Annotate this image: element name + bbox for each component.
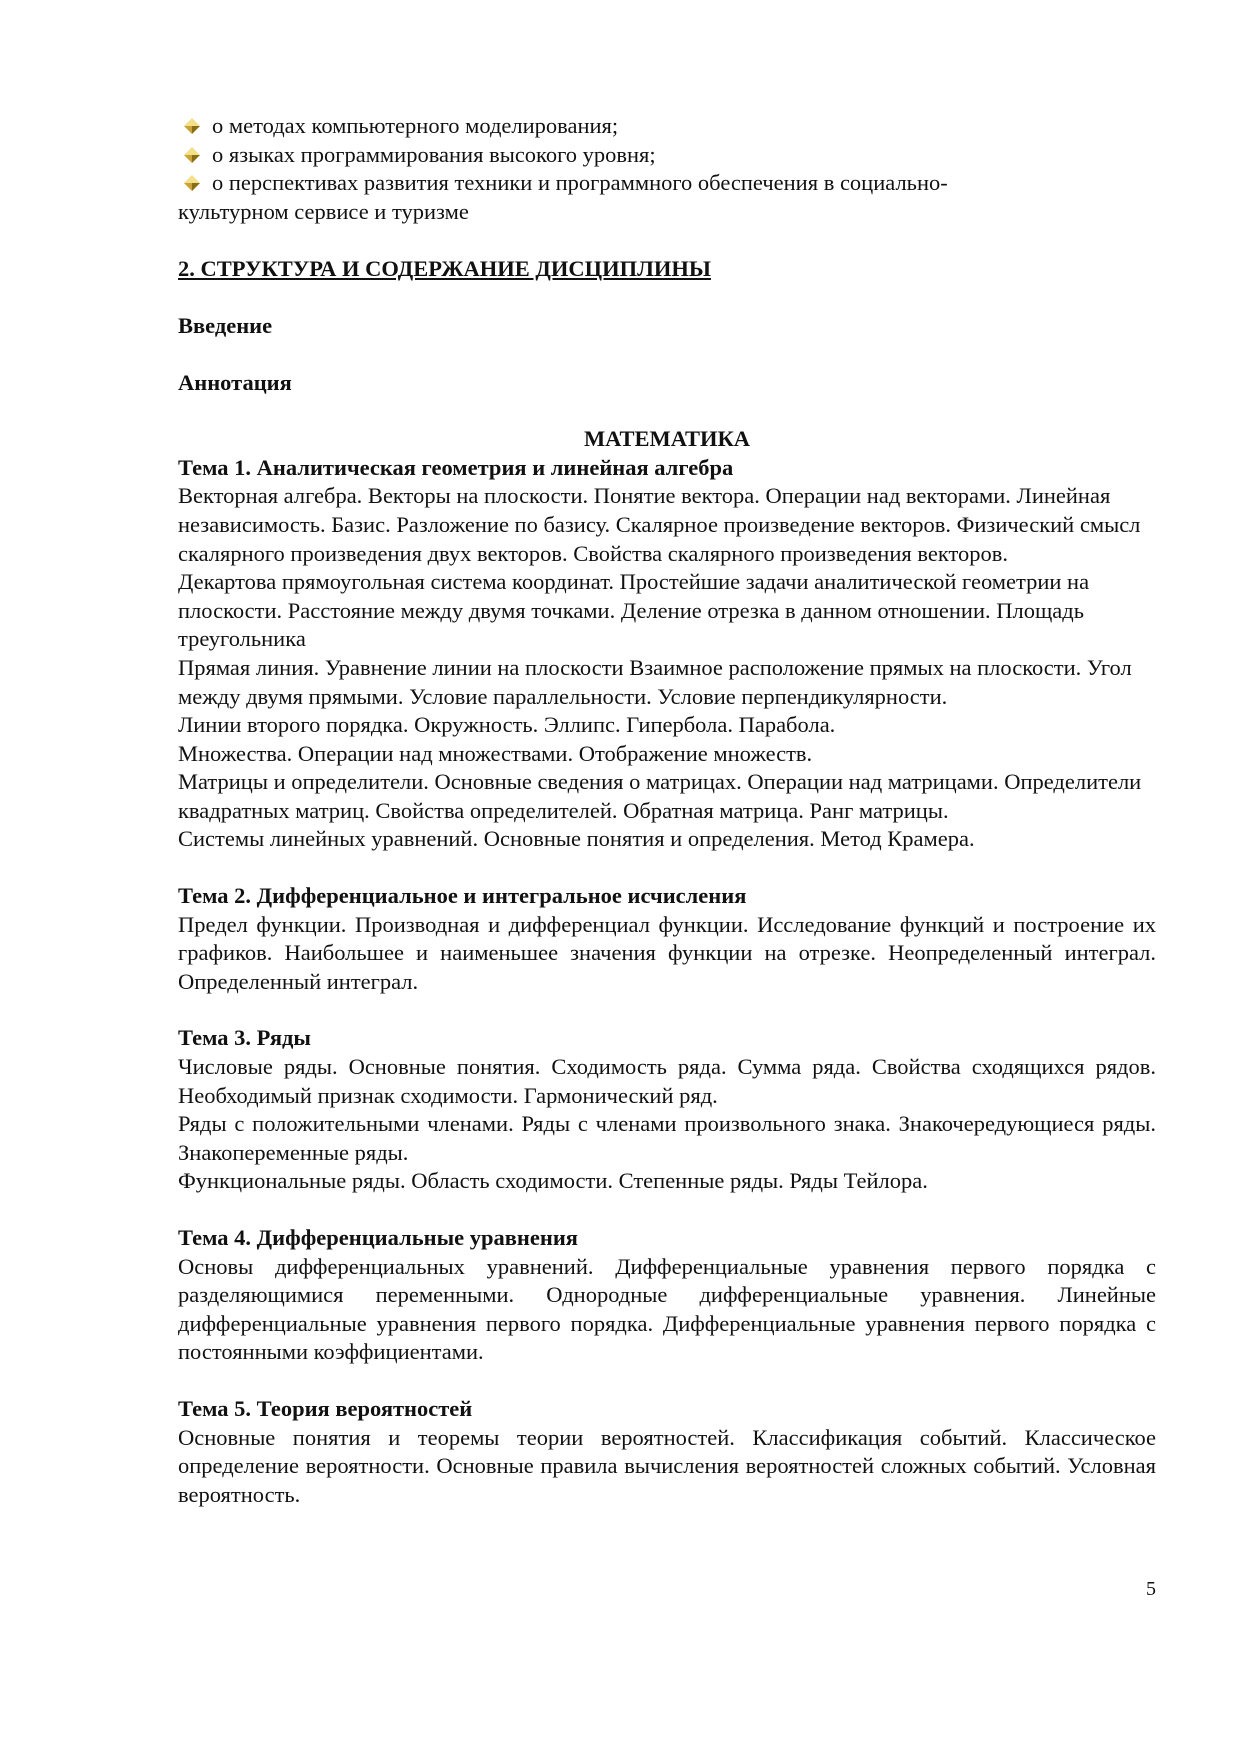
topic-title: Тема 3. Ряды <box>178 1025 311 1051</box>
diamond-bullet-icon <box>178 169 212 197</box>
page-content <box>178 112 1156 1509</box>
list-item <box>178 169 1156 198</box>
list-item <box>178 141 1156 170</box>
topic-paragraph: Функциональные ряды. Область сходимости. Степенные ряды. Ряды Тейлора. <box>178 1168 928 1194</box>
topic-paragraph: Матрицы и определители. Основные сведения о матрицах. Операции над матрицами. Определители квадратных матриц. Свойства определителей. Обратная матрица. Ранг матрицы. <box>178 769 1142 823</box>
topic-paragraph: Основные понятия и теоремы теории вероятностей. Классификация событий. Классическое определение вероятности. Основные правила вычисления вероятностей сложных событий. Условная вероятность. <box>178 1424 1156 1507</box>
topic-paragraph: Числовые ряды. Основные понятия. Сходимость ряда. Сумма ряда. Свойства сходящихся рядов. Необходимый признак сходимости. Гармонический ряд. <box>178 1054 1156 1108</box>
topic-title: Тема 4. Дифференциальные уравнения <box>178 1225 578 1250</box>
list-item-continuation: культурном сервисе и туризме <box>178 198 469 224</box>
topic-paragraph: Системы линейных уравнений. Основные понятия и определения. Метод Крамера. <box>178 826 975 852</box>
list-item-text: о методах компьютерного моделирования; <box>212 113 619 138</box>
page-number: 5 <box>1146 1578 1156 1600</box>
topic-paragraph: Векторная алгебра. Векторы на плоскости. Понятие вектора. Операции над векторами. Линейная независимость. Базис. Разложение по базису. Скалярное произведение векторов. Физический смысл скалярного произведения двух векторов. Свойства скалярного произведения векторов. <box>178 483 1141 566</box>
topic-title: Тема 2. Дифференциальное и интегральное исчисления <box>178 883 747 909</box>
topic-paragraph: Прямая линия. Уравнение линии на плоскости Взаимное расположение прямых на плоскости. Угол между двумя прямыми. Условие параллельности. Условие перпендикулярности. <box>178 654 1132 709</box>
intro-heading: Введение <box>178 312 273 338</box>
list-item-text: о языках программирования высокого уровня; <box>212 141 656 167</box>
annotation-heading: Аннотация <box>178 369 292 395</box>
topic-title: Тема 5. Теория вероятностей <box>178 1395 473 1421</box>
list-item <box>178 112 1156 141</box>
topic-paragraph: Основы дифференциальных уравнений. Дифференциальные уравнения первого порядка с разделяющимися переменными. Однородные дифференциальные уравнения. Линейные дифференциальные уравнения первого порядка. Дифференциальные уравнения первого порядка с постоянными коэффициентами. <box>178 1253 1156 1365</box>
diamond-bullet-icon <box>178 141 212 169</box>
subject-heading: МАТЕМАТИКА <box>583 426 751 452</box>
topic-paragraph: Декартова прямоугольная система координат. Простейшие задачи аналитической геометрии на плоскости. Расстояние между двумя точками. Деление отрезка в данном отношении. Площадь треугольника <box>178 569 1090 652</box>
topic-title: Тема 1. Аналитическая геометрия и линейная алгебра <box>178 454 734 480</box>
topic-paragraph: Множества. Операции над множествами. Отображение множеств. <box>178 740 813 766</box>
topic-paragraph: Ряды с положительными членами. Ряды с членами произвольного знака. Знакочередующиеся ряды. Знакопеременные ряды. <box>178 1111 1156 1165</box>
list-item-text: о перспективах развития техники и программного обеспечения в социально- <box>212 170 948 196</box>
diamond-bullet-icon <box>178 112 212 140</box>
topic-paragraph: Предел функции. Производная и дифференциал функции. Исследование функций и построение их графиков. Наибольшее и наименьшее значения функции на отрезке. Неопределенный интеграл. Определенный интеграл. <box>178 911 1156 994</box>
section-title: 2. СТРУКТУРА И СОДЕРЖАНИЕ ДИСЦИПЛИНЫ <box>178 256 711 282</box>
topic-paragraph: Линии второго порядка. Окружность. Эллипс. Гипербола. Парабола. <box>178 712 836 738</box>
